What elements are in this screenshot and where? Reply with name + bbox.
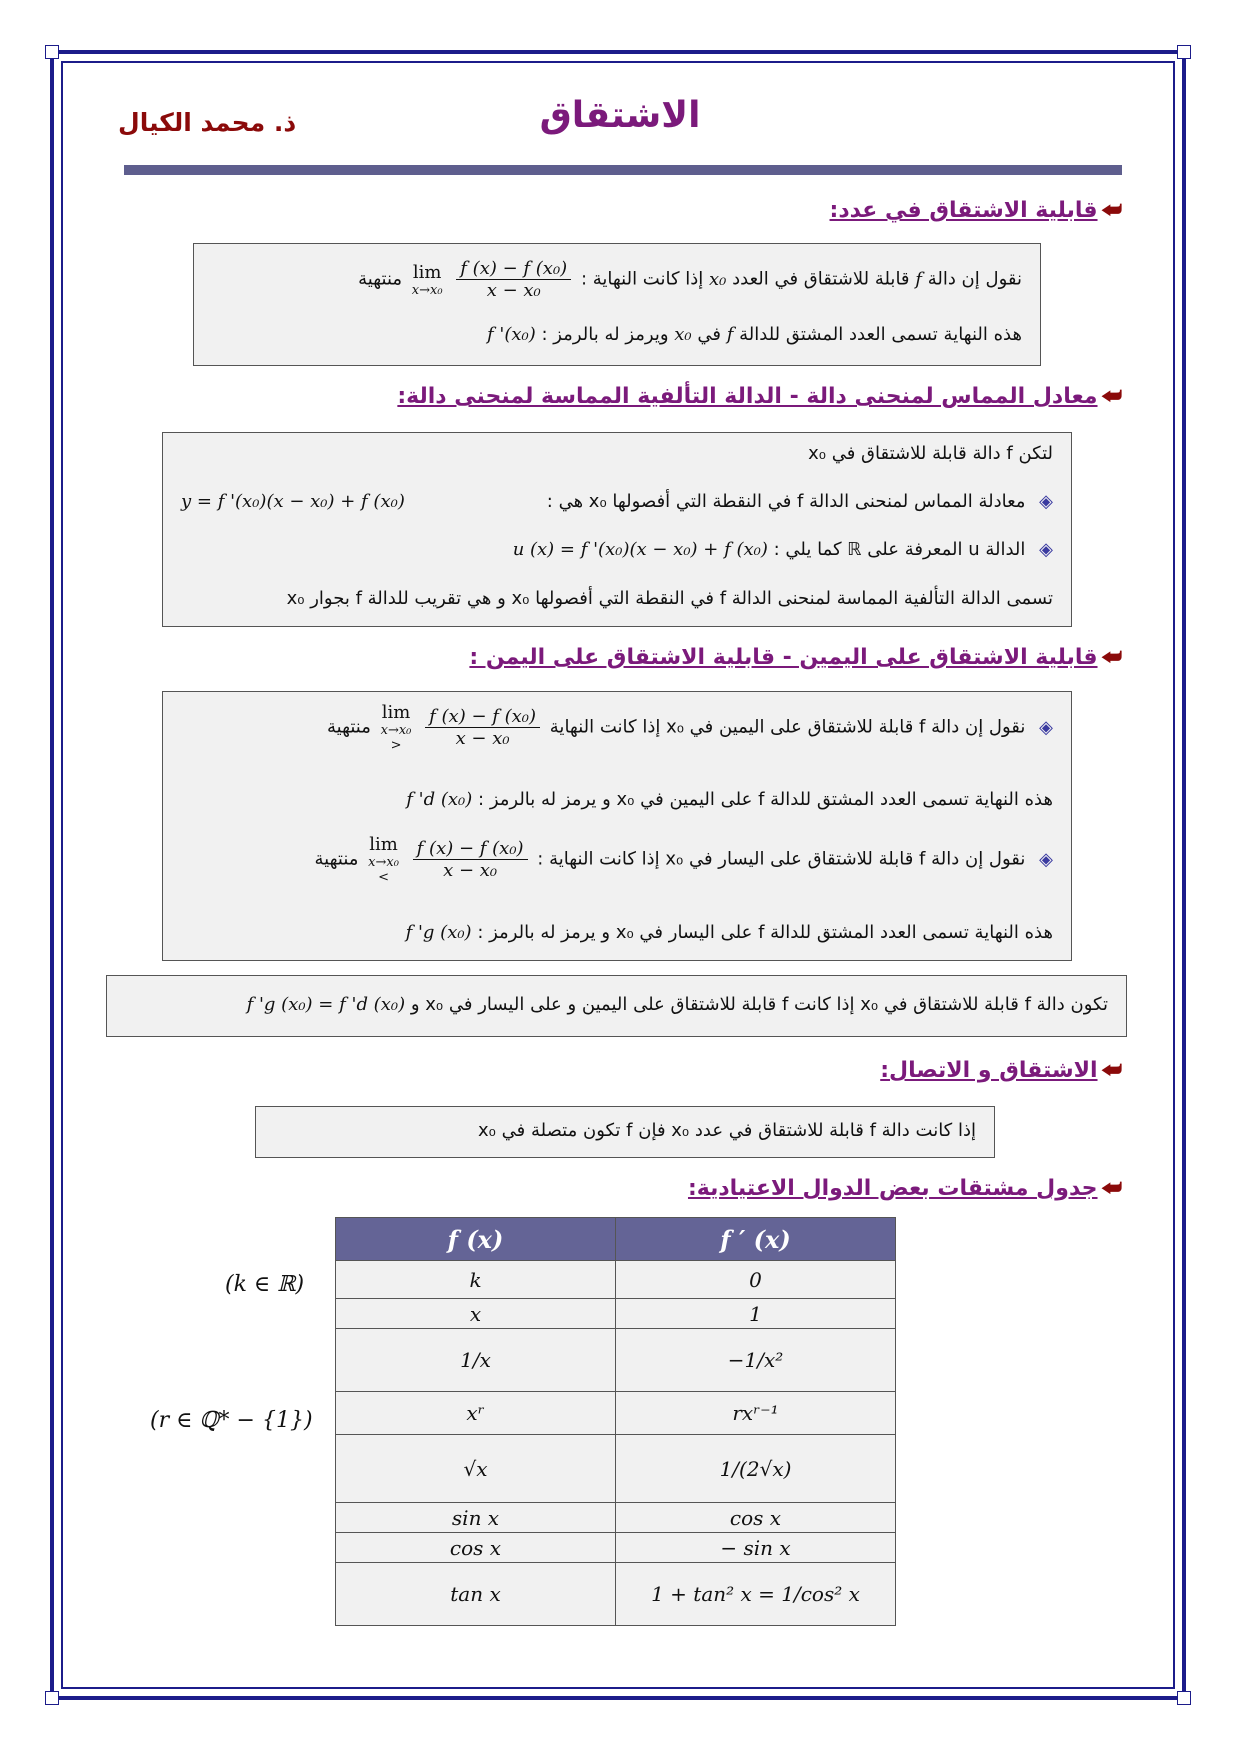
text-segment: تكون دالة f قابلة للاشتقاق في x₀ إذا كانت f قابلة للاشتقاق على اليمين و على اليسار في x₀ و [410,994,1108,1015]
text-segment: إذا كانت النهاية : [580,268,704,290]
title-rule [124,165,1122,175]
right-derivative-notation [181,789,1053,810]
left-derivative-notation [181,922,1053,943]
frame-corner [45,45,59,59]
table-cell: cos x [616,1503,896,1533]
note-r-rational: (r ∈ ℚ* − {1}) [150,1408,313,1433]
section-heading-text: قابلية الاشتقاق في عدد: [829,198,1098,223]
math-f: f [726,324,734,345]
frame-corner [1177,45,1191,59]
return-arrow-icon: ⮨ [1101,1058,1122,1083]
lim-subscript: x→x₀ [368,855,399,870]
math-fprime: f '(x₀) [486,324,536,345]
affine-function-equation: u (x) = f '(x₀)(x − x₀) + f (x₀) [512,539,768,560]
tangent-line-1: لتكن f دالة قابلة للاشتقاق في x₀ [808,443,1053,464]
diamond-bullet-icon: ◈ [1039,491,1053,512]
diamond-bullet-icon: ◈ [1039,848,1053,870]
math-x0: x₀ [709,268,727,290]
diamond-bullet-icon: ◈ [1039,716,1053,738]
text-segment: منتهية [327,716,371,738]
section-heading-differentiability [830,198,1122,223]
fraction-denominator: x − x₀ [486,280,541,301]
table-cell: k [336,1261,616,1299]
table-cell: 1/(2√x) [616,1435,896,1503]
return-arrow-icon: ⮨ [1101,645,1122,670]
difference-quotient [413,838,528,881]
text-segment: نقول إن دالة f قابلة للاشتقاق على اليسار في x₀ إذا كانت النهاية : [537,848,1026,870]
difference-quotient [425,706,540,749]
return-arrow-icon: ⮨ [1101,1176,1122,1201]
tangent-line-2 [181,491,1053,512]
definition-line-1 [212,258,1022,301]
math-fprime-g: f 'g (x₀) [405,922,472,943]
table-cell: 1 + tan² x = 1/cos² x [616,1563,896,1626]
lim-subscript: x→x₀ [411,282,443,298]
lim-operator: lim x→x₀ > [380,702,412,753]
note-k-real: (k ∈ ℝ) [225,1272,305,1297]
fraction-denominator: x − x₀ [443,860,498,881]
text-segment: هذه النهاية تسمى العدد المشتق للدالة f على اليمين في x₀ و يرمز له بالرمز : [478,789,1053,810]
math-f: f [915,268,922,290]
fraction-numerator: f (x) − f (x₀) [456,258,571,280]
table-header-row [336,1218,896,1261]
table-header-function: f (x) [336,1218,616,1261]
section-heading-text: قابلية الاشتقاق على اليمين - قابلية الاشتقاق على اليمن : [469,645,1098,670]
section-heading-text: جدول مشتقات بعض الدوال الاعتيادية: [687,1176,1098,1201]
table-row [336,1261,896,1299]
text-segment: قابلة للاشتقاق في العدد [732,268,910,290]
table-row [336,1299,896,1329]
diamond-bullet-icon: ◈ [1039,539,1053,560]
difference-quotient [456,258,571,301]
section-heading-continuity [880,1058,1122,1083]
section-heading-text: الاشتقاق و الاتصال: [880,1058,1098,1083]
lim-operator: lim x→x₀ [411,261,443,298]
math-x0: x₀ [674,324,692,345]
return-arrow-icon: ⮨ [1101,384,1122,409]
limit-expression [408,258,575,301]
continuity-box [255,1106,995,1158]
table-row [336,1503,896,1533]
table-row [336,1392,896,1435]
table-cell: 0 [616,1261,896,1299]
frame-corner [1177,1691,1191,1705]
text-segment: منتهية [358,268,403,290]
text-segment: هذه النهاية تسمى العدد المشتق للدالة [739,324,1022,345]
table-cell: cos x [336,1533,616,1563]
section-heading-text: معادل المماس لمنحنى دالة - الدالة التألفية المماسة لمنحنى دالة: [397,384,1098,409]
table-cell: tan x [336,1563,616,1626]
table-cell: sin x [336,1503,616,1533]
table-cell: √x [336,1435,616,1503]
left-derivative-line [181,834,1053,885]
one-sided-box [162,691,1072,961]
lim-subscript-direction: < [378,870,389,885]
fraction-numerator: f (x) − f (x₀) [413,838,528,860]
theorem-line [125,994,1108,1015]
text-segment: معادلة المماس لمنحنى الدالة f في النقطة التي أفصولها x₀ هي : [546,491,1026,512]
fraction-denominator: x − x₀ [455,728,510,749]
table-row [336,1435,896,1503]
author-name: ذ. محمد الكيال [118,108,297,137]
tangent-line-4: تسمى الدالة التألفية المماسة لمنحنى الدالة f في النقطة التي أفصولها x₀ و هي تقريب للدالة f بجوار x₀ [286,588,1053,609]
table-cell: 1/x [336,1329,616,1392]
section-heading-tangent [397,384,1122,409]
definition-box-derivative [193,243,1041,366]
text-segment: هذه النهاية تسمى العدد المشتق للدالة f على اليسار في x₀ و يرمز له بالرمز : [477,922,1053,943]
table-cell: x [336,1299,616,1329]
table-row [336,1533,896,1563]
page-title: الاشتقاق [539,95,701,136]
math-fprime-d: f 'd (x₀) [406,789,473,810]
table-row [336,1329,896,1392]
tangent-equation: y = f '(x₀)(x − x₀) + f (x₀) [181,491,405,512]
right-derivative-line [181,702,1053,753]
table-cell: 1 [616,1299,896,1329]
text-segment: نقول إن دالة [927,268,1022,290]
tangent-box [162,432,1072,627]
section-heading-one-sided [469,645,1122,670]
math-equality: f 'g (x₀) = f 'd (x₀) [246,994,406,1015]
theorem-box-both-sides [106,975,1127,1037]
table-row [336,1563,896,1626]
lim-operator: lim x→x₀ < [368,834,399,885]
text-segment: ويرمز له بالرمز : [541,324,669,345]
fraction-numerator: f (x) − f (x₀) [425,706,540,728]
table-cell: − sin x [616,1533,896,1563]
text-segment: في [697,324,721,345]
lim-subscript-direction: > [390,738,402,753]
definition-line-2 [212,324,1022,345]
continuity-text: إذا كانت دالة f قابلة للاشتقاق في عدد x₀ فإن f تكون متصلة في x₀ [478,1120,976,1141]
limit-expression-left [364,834,531,885]
tangent-line-3 [181,539,1053,560]
table-header-derivative: f ′ (x) [616,1218,896,1261]
text-segment: منتهية [314,848,359,870]
frame-corner [45,1691,59,1705]
text-segment: نقول إن دالة f قابلة للاشتقاق على اليمين في x₀ إذا كانت النهاية [549,716,1026,738]
section-heading-table [688,1176,1122,1201]
table-cell: −1/x² [616,1329,896,1392]
derivatives-table [335,1217,896,1626]
limit-expression-right [377,702,544,753]
text-segment: الدالة u المعرفة على ℝ كما يلي : [773,539,1026,560]
lim-subscript: x→x₀ [380,723,412,738]
return-arrow-icon: ⮨ [1101,198,1122,223]
table-cell: xʳ [336,1392,616,1435]
table-cell: rxʳ⁻¹ [616,1392,896,1435]
